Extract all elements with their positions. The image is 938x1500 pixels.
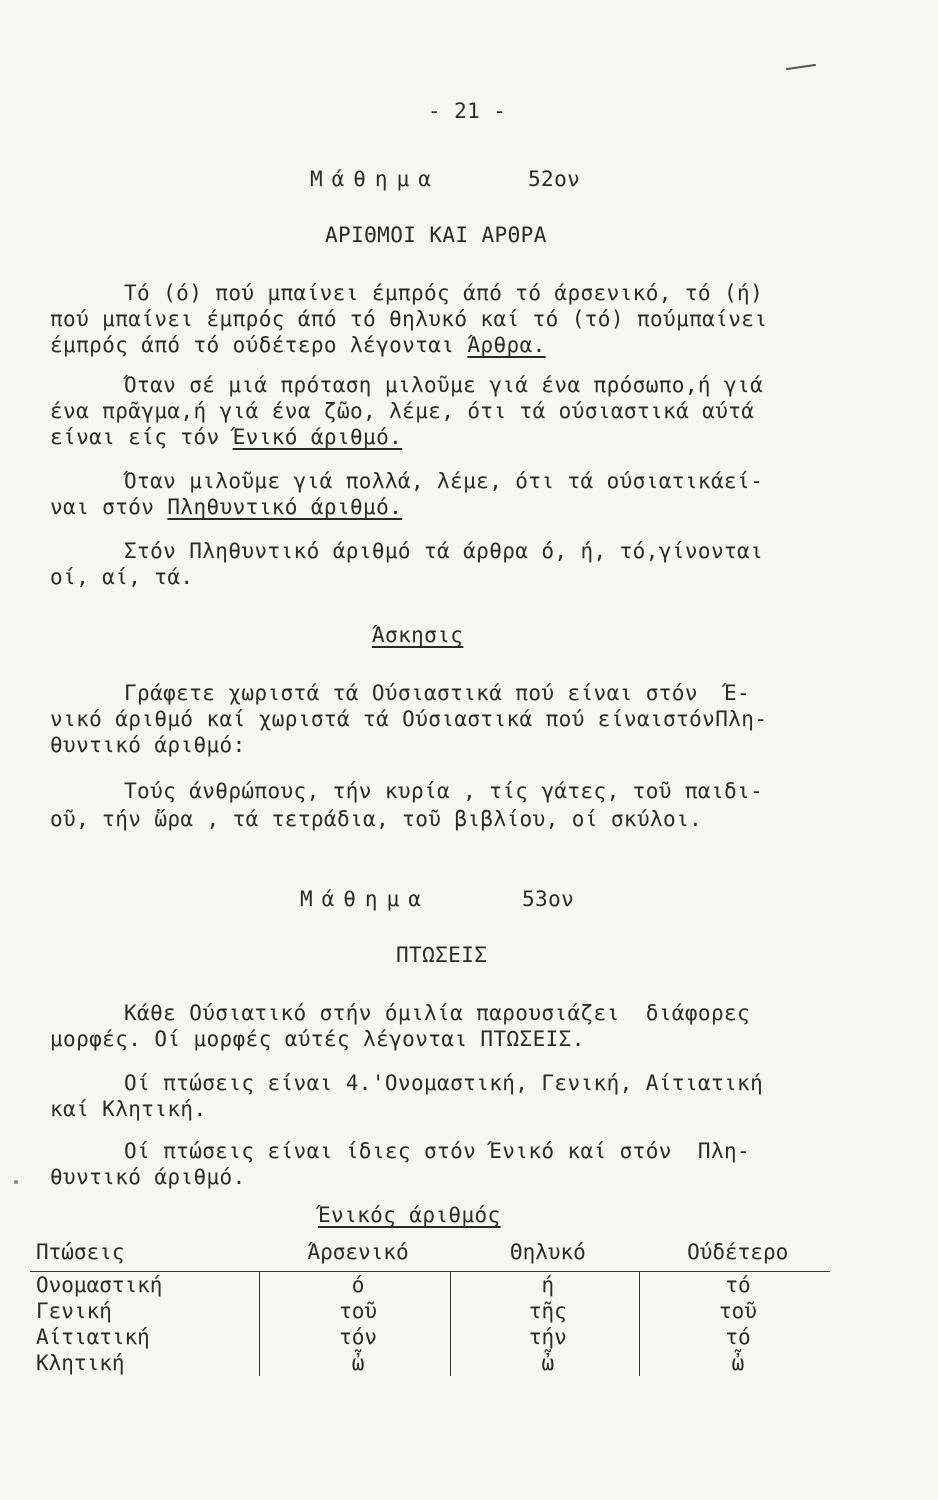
term-singular: Ένικό άριθμό. xyxy=(232,425,403,449)
table-cell: ὦ xyxy=(450,1350,639,1376)
text-fragment: έμπρός άπό τό ούδέτερο λέγονται xyxy=(50,333,468,357)
text-line: Κάθε Ούσιατικό στήν όμιλία παρουσιάζει διάφορες xyxy=(124,1001,751,1025)
table-row xyxy=(30,1298,830,1324)
table-row xyxy=(30,1350,830,1376)
table-row xyxy=(30,1272,830,1299)
lesson-number: 52ον xyxy=(528,167,581,191)
table-cell: Αίτιατική xyxy=(36,1325,150,1349)
table-cell: ὦ xyxy=(260,1350,451,1376)
text-line xyxy=(50,494,402,520)
table-cell: Κλητική xyxy=(36,1351,125,1375)
lesson-heading: Μάθημα xyxy=(310,167,440,191)
lesson-heading: Μάθημα xyxy=(300,887,430,911)
column-header: Θηλυκό xyxy=(450,1237,639,1272)
page-number: - 21 - xyxy=(428,99,507,123)
exercise-heading: Άσκησις xyxy=(372,623,464,647)
table-cell: Ονομαστική xyxy=(36,1273,163,1297)
table-header-row xyxy=(30,1237,830,1272)
lesson-number: 53ον xyxy=(522,887,575,911)
column-header: Πτώσεις xyxy=(30,1237,260,1272)
text-line: Όταν μιλοῦμε γιά πολλά, λέμε, ότι τά ούσιατικάεί- xyxy=(124,469,764,493)
text-line xyxy=(50,332,546,358)
text-line: θυντικό άριθμό: xyxy=(50,733,246,757)
text-line: μορφές. Οί μορφές αύτές λέγονται ΠΤΩΣΕΙΣ. xyxy=(50,1027,585,1051)
term-articles: Άρθρα. xyxy=(467,333,546,357)
speck xyxy=(14,1180,18,1184)
table-cell: ὦ xyxy=(639,1350,830,1376)
column-header: Άρσενικό xyxy=(260,1237,451,1272)
table-row xyxy=(30,1324,830,1350)
lesson-title: ΑΡΙΘΜΟΙ ΚΑΙ ΑΡΘΡΑ xyxy=(325,223,547,247)
text-line: ένα πρᾶγμα,ή γιά ένα ζῶο, λέμε, ότι τά ούσιαστικά αύτά xyxy=(50,399,755,423)
text-line: οῦ, τήν ὥρα , τά τετράδια, τοῦ βιβλίου, οί σκύλοι. xyxy=(50,807,703,831)
text-line: Όταν σέ μιά πρόταση μιλοῦμε γιά ένα πρόσωπο,ή γιά xyxy=(124,373,764,397)
table-cell: τῆς xyxy=(450,1298,639,1324)
text-line xyxy=(50,424,402,450)
text-line: Τό (ό) πού μπαίνει έμπρός άπό τό άρσενικό, τό (ή) xyxy=(124,281,764,305)
table-cell: τόν xyxy=(260,1324,451,1350)
text-line: νικό άριθμό καί χωριστά τά Ούσιαστικά πού είναιστόνΠλη- xyxy=(50,707,768,731)
text-line: Γράφετε χωριστά τά Ούσιαστικά πού είναι στόν Έ- xyxy=(124,681,751,705)
text-line: Στόν Πληθυντικό άριθμό τά άρθρα ό, ή, τό,γίνονται xyxy=(124,539,764,563)
table-cell: τό xyxy=(639,1324,830,1350)
column-header: Ούδέτερο xyxy=(639,1237,830,1272)
table-title: Ένικός άριθμός xyxy=(318,1203,501,1227)
text-fragment: ναι στόν xyxy=(50,495,168,519)
table-cell: τοῦ xyxy=(260,1298,451,1324)
pen-mark xyxy=(786,64,816,70)
table-cell: τήν xyxy=(450,1324,639,1350)
table-cell: ή xyxy=(450,1272,639,1299)
text-line: πού μπαίνει έμπρός άπό τό θηλυκό καί τό (τό) πούμπαίνει xyxy=(50,307,768,331)
table-cell: τό xyxy=(639,1272,830,1299)
text-fragment: είναι είς τόν xyxy=(50,425,233,449)
articles-table xyxy=(30,1237,830,1376)
text-line: θυντικό άριθμό. xyxy=(50,1165,246,1189)
text-line: Τούς άνθρώπους, τήν κυρία , τίς γάτες, τοῦ παιδι- xyxy=(124,779,764,803)
table-cell: ό xyxy=(260,1272,451,1299)
lesson-title: ΠΤΩΣΕΙΣ xyxy=(396,943,488,967)
table-cell: Γενική xyxy=(36,1299,112,1323)
text-line: οί, αί, τά. xyxy=(50,565,194,589)
text-line: καί Κλητική. xyxy=(50,1097,207,1121)
term-plural: Πληθυντικό άριθμό. xyxy=(167,495,403,519)
text-line: Οί πτώσεις είναι 4.'Ονομαστική, Γενική, Αίτιατική xyxy=(124,1071,764,1095)
table-cell: τοῦ xyxy=(639,1298,830,1324)
text-line: Οί πτώσεις είναι ίδιες στόν Ένικό καί στόν Πλη- xyxy=(124,1139,751,1163)
